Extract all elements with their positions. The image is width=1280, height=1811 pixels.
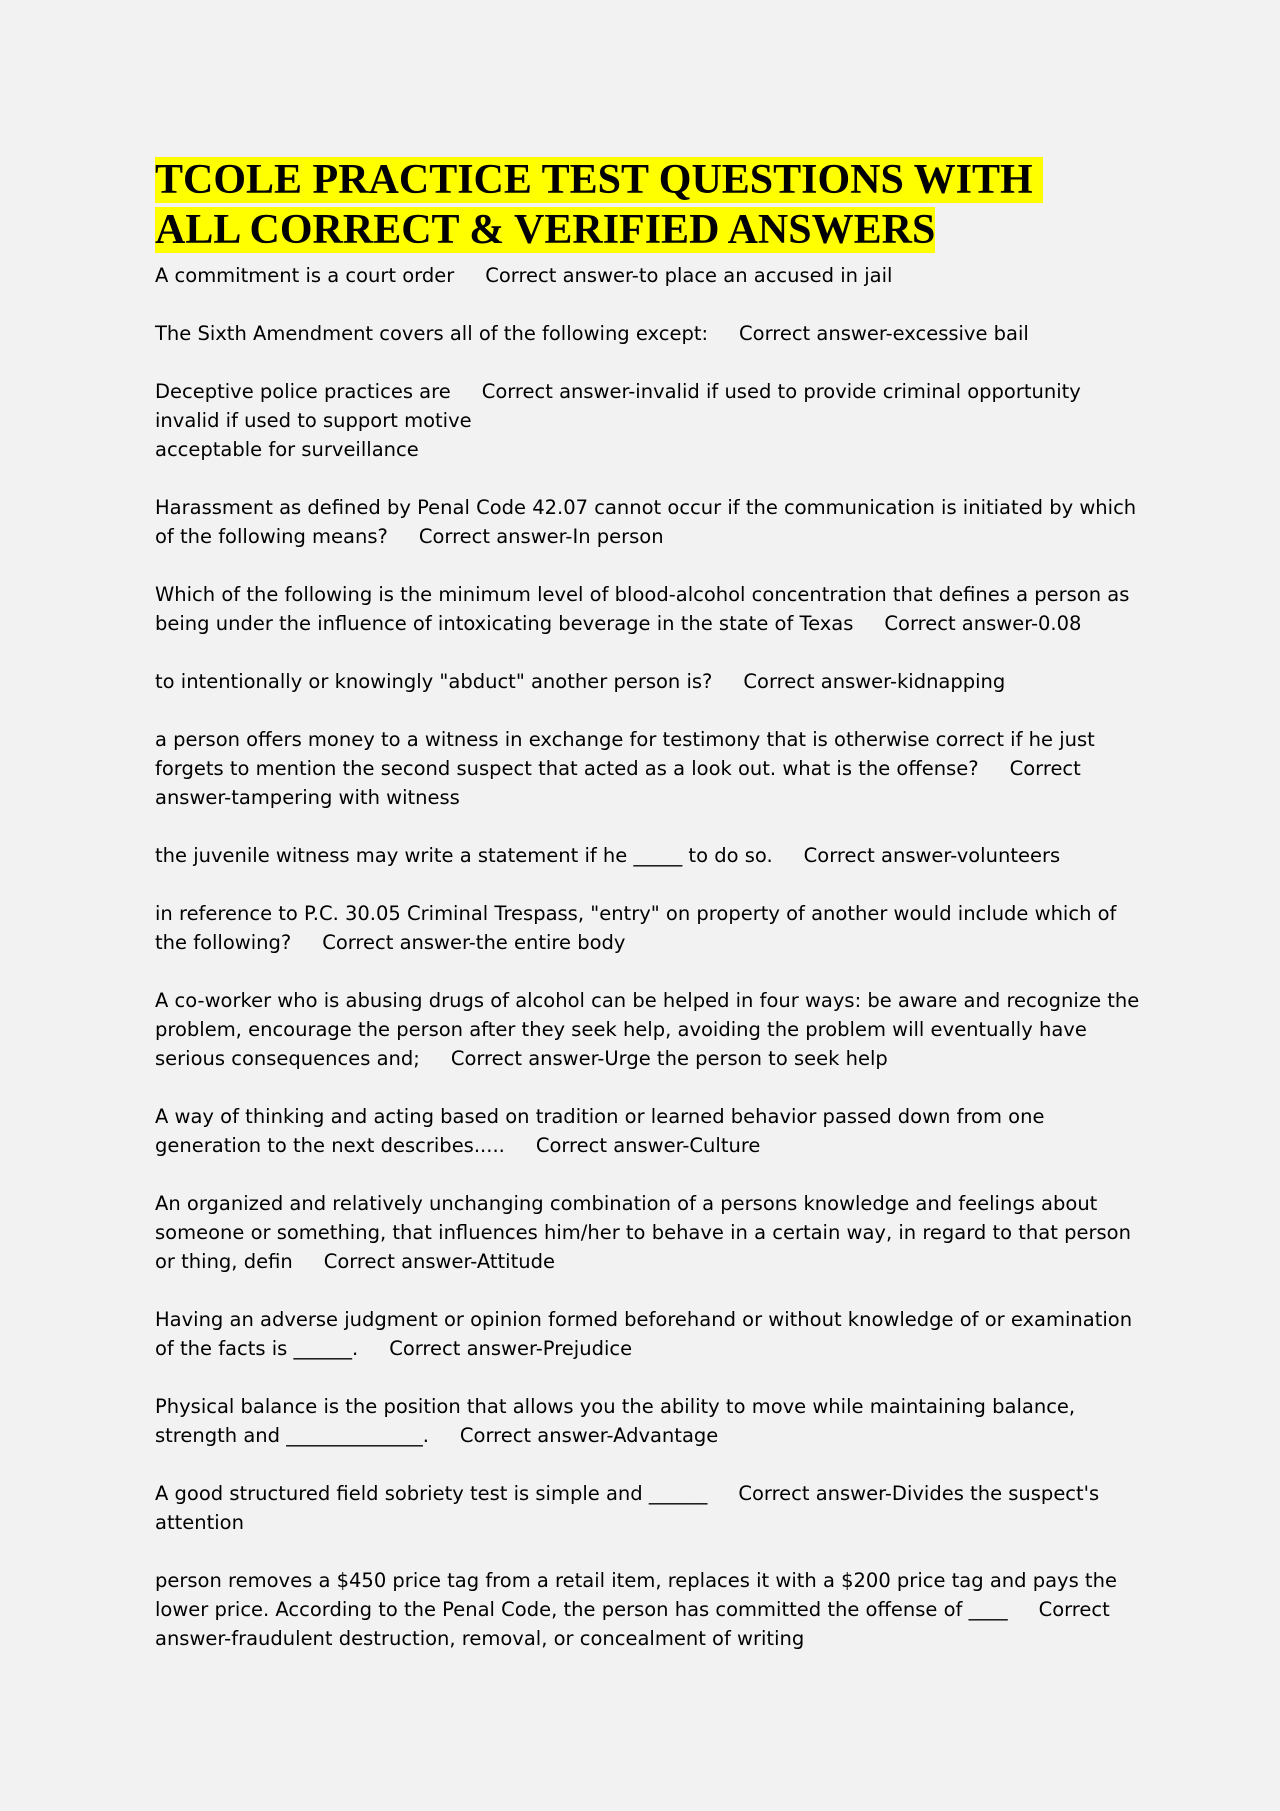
question-answer-line: Harassment as defined by Penal Code 42.07 cannot occur if the communication is initiated by which <box>155 496 1137 519</box>
question-answer-line: serious consequences and; Correct answer-Urge the person to seek help <box>155 1047 888 1070</box>
question-answer-item <box>155 841 1140 870</box>
question-answer-line: A commitment is a court order Correct answer-to place an accused in jail <box>155 264 893 287</box>
question-answer-line: lower price. According to the Penal Code, the person has committed the offense of ____ Correct <box>155 1598 1110 1621</box>
question-answer-item <box>155 377 1140 464</box>
title-line-2: ALL CORRECT & VERIFIED ANSWERS <box>155 207 936 253</box>
question-answer-item <box>155 1102 1140 1160</box>
question-answer-line: a person offers money to a witness in exchange for testimony that is otherwise correct if he just <box>155 728 1095 751</box>
question-answer-line: generation to the next describes..... Correct answer-Culture <box>155 1134 761 1157</box>
question-answer-line: the following? Correct answer-the entire body <box>155 931 626 954</box>
question-answer-line: Which of the following is the minimum level of blood-alcohol concentration that defines a person as <box>155 583 1130 606</box>
question-answer-line: attention <box>155 1511 244 1534</box>
question-answer-list <box>155 261 1140 1653</box>
question-answer-item <box>155 1479 1140 1537</box>
document-page <box>155 155 1140 1682</box>
question-answer-line: A good structured field sobriety test is simple and ______ Correct answer-Divides the suspect's <box>155 1482 1100 1505</box>
question-answer-line: or thing, defin Correct answer-Attitude <box>155 1250 555 1273</box>
question-answer-line: Physical balance is the position that allows you the ability to move while maintaining balance, <box>155 1395 1076 1418</box>
question-answer-item <box>155 1392 1140 1450</box>
question-answer-line: acceptable for surveillance <box>155 438 419 461</box>
question-answer-line: in reference to P.C. 30.05 Criminal Trespass, "entry" on property of another would include which of <box>155 902 1117 925</box>
question-answer-line: A co-worker who is abusing drugs of alcohol can be helped in four ways: be aware and recognize the <box>155 989 1140 1012</box>
question-answer-line: problem, encourage the person after they seek help, avoiding the problem will eventually have <box>155 1018 1087 1041</box>
question-answer-line: of the following means? Correct answer-In person <box>155 525 664 548</box>
question-answer-line: forgets to mention the second suspect that acted as a look out. what is the offense? Correct <box>155 757 1081 780</box>
question-answer-item <box>155 319 1140 348</box>
question-answer-item <box>155 261 1140 290</box>
question-answer-item <box>155 986 1140 1073</box>
question-answer-line: of the facts is ______. Correct answer-Prejudice <box>155 1337 633 1360</box>
question-answer-line: answer-tampering with witness <box>155 786 460 809</box>
question-answer-item <box>155 493 1140 551</box>
question-answer-item <box>155 725 1140 812</box>
title-line-1: TCOLE PRACTICE TEST QUESTIONS WITH <box>155 157 1044 203</box>
question-answer-line: An organized and relatively unchanging combination of a persons knowledge and feelings about <box>155 1192 1098 1215</box>
question-answer-line: Deceptive police practices are Correct answer-invalid if used to provide criminal opportunity <box>155 380 1081 403</box>
question-answer-line: someone or something, that influences him/her to behave in a certain way, in regard to that person <box>155 1221 1131 1244</box>
question-answer-item <box>155 580 1140 638</box>
question-answer-line: A way of thinking and acting based on tradition or learned behavior passed down from one <box>155 1105 1045 1128</box>
document-title <box>155 155 1140 255</box>
question-answer-line: person removes a $450 price tag from a retail item, replaces it with a $200 price tag and pays the <box>155 1569 1117 1592</box>
question-answer-item <box>155 1189 1140 1276</box>
question-answer-line: strength and ______________. Correct answer-Advantage <box>155 1424 719 1447</box>
question-answer-line: answer-fraudulent destruction, removal, or concealment of writing <box>155 1627 805 1650</box>
question-answer-line: invalid if used to support motive <box>155 409 472 432</box>
question-answer-item <box>155 1566 1140 1653</box>
question-answer-line: being under the influence of intoxicating beverage in the state of Texas Correct answer-0.08 <box>155 612 1082 635</box>
question-answer-item <box>155 899 1140 957</box>
question-answer-item <box>155 1305 1140 1363</box>
question-answer-line: The Sixth Amendment covers all of the following except: Correct answer-excessive bail <box>155 322 1029 345</box>
question-answer-line: Having an adverse judgment or opinion formed beforehand or without knowledge of or examination <box>155 1308 1133 1331</box>
question-answer-line: to intentionally or knowingly "abduct" another person is? Correct answer-kidnapping <box>155 670 1006 693</box>
question-answer-item <box>155 667 1140 696</box>
question-answer-line: the juvenile witness may write a statement if he _____ to do so. Correct answer-volunteers <box>155 844 1061 867</box>
